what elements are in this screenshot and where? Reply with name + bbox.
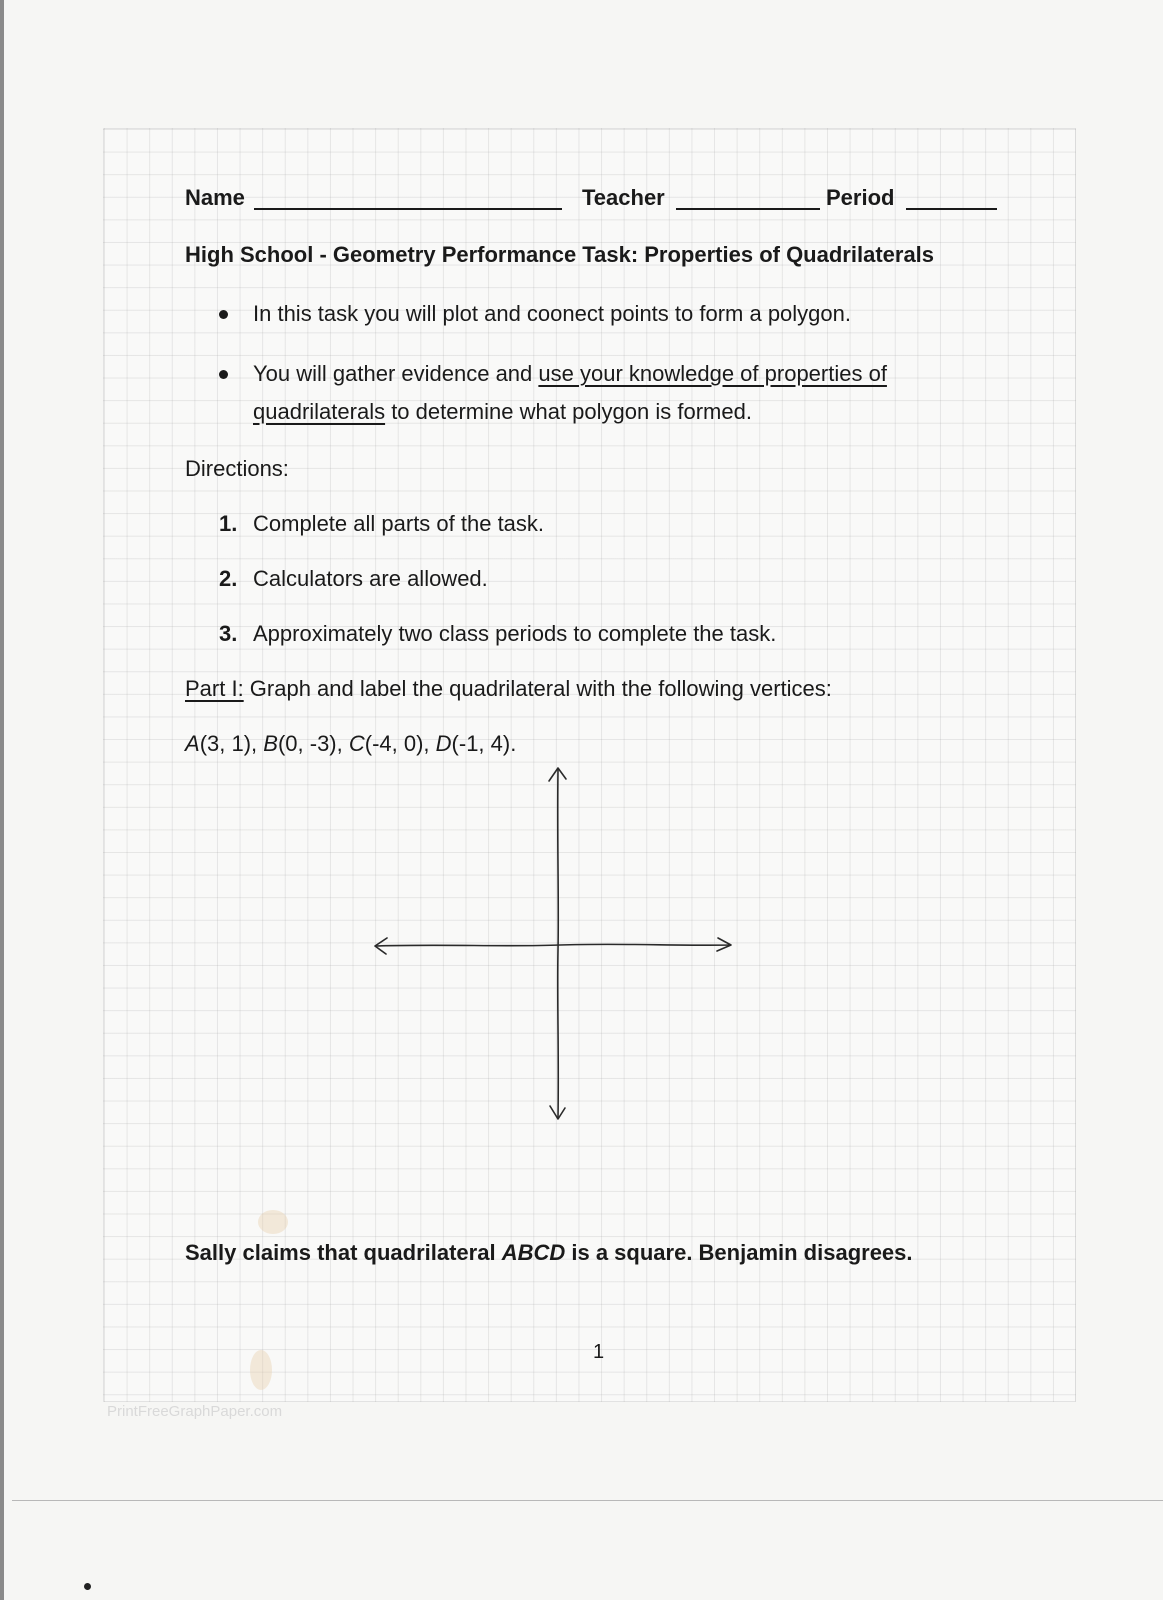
claim-statement bbox=[185, 1242, 913, 1264]
claim-shape: ABCD bbox=[501, 1240, 566, 1265]
x-axis-line bbox=[376, 944, 730, 946]
scan-bottom-rule bbox=[12, 1500, 1163, 1501]
direction-number: 3. bbox=[219, 621, 238, 646]
bullet-item-2-line-1 bbox=[253, 363, 887, 385]
bullet-2-prefix: You will gather evidence and bbox=[253, 361, 539, 386]
direction-number: 1. bbox=[219, 511, 238, 536]
direction-item-1: Complete all parts of the task. bbox=[253, 511, 545, 536]
period-blank[interactable] bbox=[906, 208, 997, 210]
direction-item-3: Approximately two class periods to complete the task. bbox=[253, 621, 777, 646]
bullet-item-2-line-2 bbox=[253, 401, 752, 423]
vertex-d-coords: (-1, 4). bbox=[451, 731, 517, 756]
part-1-instruction bbox=[185, 678, 832, 700]
claim-prefix: Sally claims that quadrilateral bbox=[185, 1240, 502, 1265]
vertex-a-name: A bbox=[185, 731, 200, 756]
vertex-c-coords: (-4, 0), bbox=[364, 731, 436, 756]
teacher-blank[interactable] bbox=[676, 208, 820, 210]
name-blank[interactable] bbox=[254, 208, 562, 210]
bullet-dot bbox=[219, 310, 228, 319]
hand-drawn-axes bbox=[360, 740, 760, 1130]
bullet-2-suffix: to determine what polygon is formed. bbox=[385, 399, 752, 424]
vertex-a-coords: (3, 1), bbox=[199, 731, 264, 756]
direction-item-2: Calculators are allowed. bbox=[253, 566, 488, 591]
page-title: High School - Geometry Performance Task: Properties of Quadrilaterals bbox=[185, 242, 935, 267]
direction-number: 2. bbox=[219, 566, 238, 591]
scan-left-edge bbox=[0, 0, 4, 1600]
vertex-b-coords: (0, -3), bbox=[277, 731, 349, 756]
vertex-d-name: D bbox=[435, 731, 452, 756]
bullet-2-underlined-2: quadrilaterals bbox=[253, 399, 386, 424]
paper-stain bbox=[250, 1350, 272, 1390]
vertex-b-name: B bbox=[263, 731, 278, 756]
bullet-dot bbox=[219, 370, 228, 379]
bullet-item-1: In this task you will plot and coonect points to form a polygon. bbox=[253, 301, 851, 326]
period-label: Period bbox=[826, 185, 895, 210]
part-1-text: Graph and label the quadrilateral with the following vertices: bbox=[243, 676, 832, 701]
ink-speck bbox=[83, 1582, 93, 1592]
part-1-label: Part I: bbox=[185, 676, 244, 701]
paper-stain bbox=[258, 1210, 288, 1234]
bullet-2-underlined-1: use your knowledge of properties of bbox=[538, 361, 887, 386]
graph-paper-watermark: PrintFreeGraphPaper.com bbox=[107, 1403, 283, 1420]
claim-suffix: is a square. Benjamin disagrees. bbox=[565, 1240, 913, 1265]
name-label: Name bbox=[185, 185, 245, 210]
directions-label: Directions: bbox=[185, 456, 289, 481]
vertex-c-name: C bbox=[348, 731, 365, 756]
page-number: 1 bbox=[593, 1341, 605, 1363]
y-axis-line bbox=[558, 770, 559, 1118]
teacher-label: Teacher bbox=[582, 185, 665, 210]
